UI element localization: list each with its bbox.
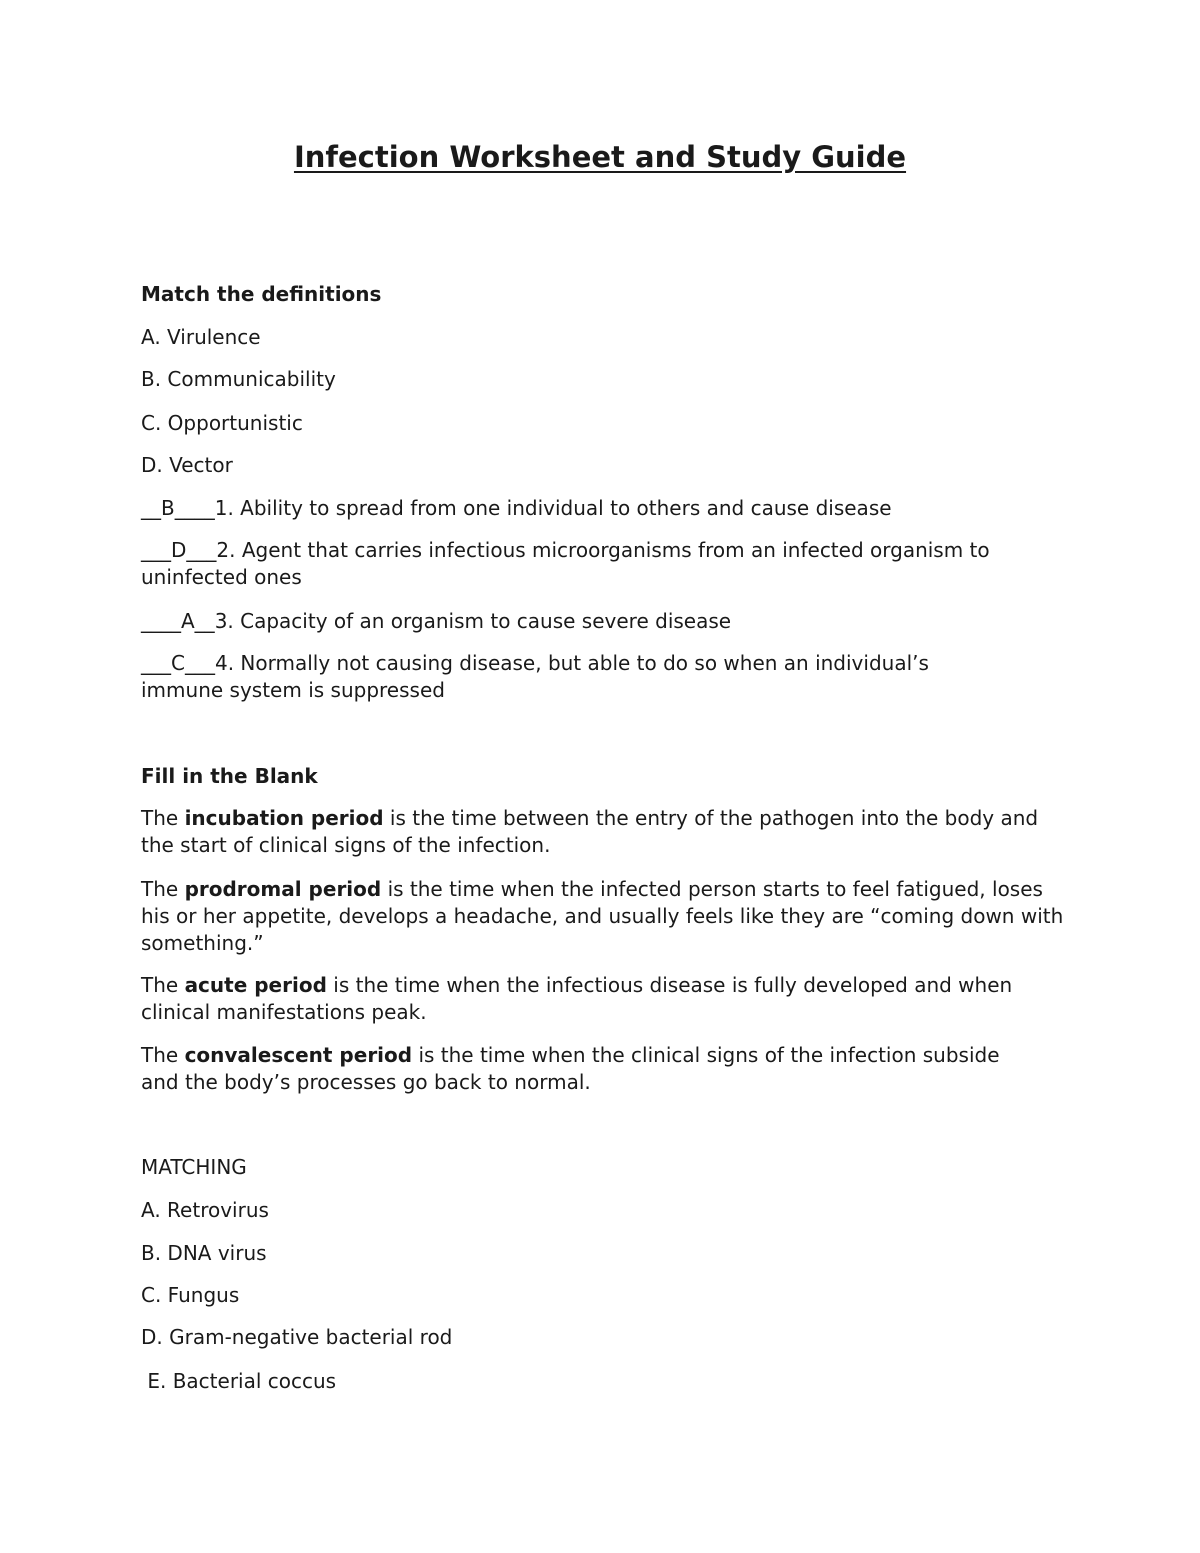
match-answer: ___D___ — [141, 538, 217, 562]
fill-pre: The — [141, 877, 185, 901]
match-item — [141, 537, 1071, 591]
fill-blank-item — [141, 1042, 1021, 1096]
definition-option: C. Opportunistic — [141, 411, 303, 435]
fill-blank-item — [141, 876, 1071, 957]
fill-term: acute period — [184, 973, 327, 997]
definition-option: A. Virulence — [141, 325, 261, 349]
section-heading-match-definitions: Match the definitions — [141, 282, 382, 306]
match-item — [141, 608, 1071, 635]
matching-option: B. DNA virus — [141, 1241, 267, 1265]
matching-option: C. Fungus — [141, 1283, 240, 1307]
section-heading-fill-blank: Fill in the Blank — [141, 764, 318, 788]
match-text: 4. Normally not causing disease, but able to do so when an individual’s immune system is suppressed — [141, 651, 929, 702]
fill-text: is the time when the infectious disease is fully developed and when clinical manifestations peak. — [141, 973, 1013, 1024]
fill-blank-item — [141, 972, 1071, 1026]
matching-option: D. Gram-negative bacterial rod — [141, 1325, 453, 1349]
matching-option: A. Retrovirus — [141, 1198, 269, 1222]
fill-blank-item — [141, 805, 1071, 859]
section-heading-matching: MATCHING — [141, 1155, 247, 1179]
fill-pre: The — [141, 1043, 185, 1067]
match-answer: __B____ — [141, 496, 215, 520]
fill-pre: The — [141, 973, 185, 997]
fill-text: is the time when the infected person starts to feel fatigued, loses his or her appetite, develops a headache, and usually feels like they are “coming down with something.” — [141, 877, 1064, 955]
fill-term: prodromal period — [184, 877, 382, 901]
match-text: 2. Agent that carries infectious microorganisms from an infected organism to uninfected ones — [141, 538, 990, 589]
fill-term: convalescent period — [184, 1043, 413, 1067]
match-text: 3. Capacity of an organism to cause severe disease — [214, 609, 732, 633]
fill-pre: The — [141, 806, 185, 830]
page-title: Infection Worksheet and Study Guide — [293, 140, 907, 174]
match-item — [141, 650, 1011, 704]
match-answer: ___C___ — [141, 651, 215, 675]
match-item — [141, 495, 1071, 522]
matching-option: E. Bacterial coccus — [141, 1369, 337, 1393]
fill-term: incubation period — [184, 806, 384, 830]
match-answer: ____A__ — [141, 609, 215, 633]
fill-text: is the time between the entry of the pathogen into the body and the start of clinical signs of the infection. — [141, 806, 1039, 857]
match-text: 1. Ability to spread from one individual to others and cause disease — [214, 496, 892, 520]
definition-option: B. Communicability — [141, 367, 336, 391]
fill-text: is the time when the clinical signs of the infection subside and the body’s processes go back to normal. — [141, 1043, 1000, 1094]
definition-option: D. Vector — [141, 453, 233, 477]
